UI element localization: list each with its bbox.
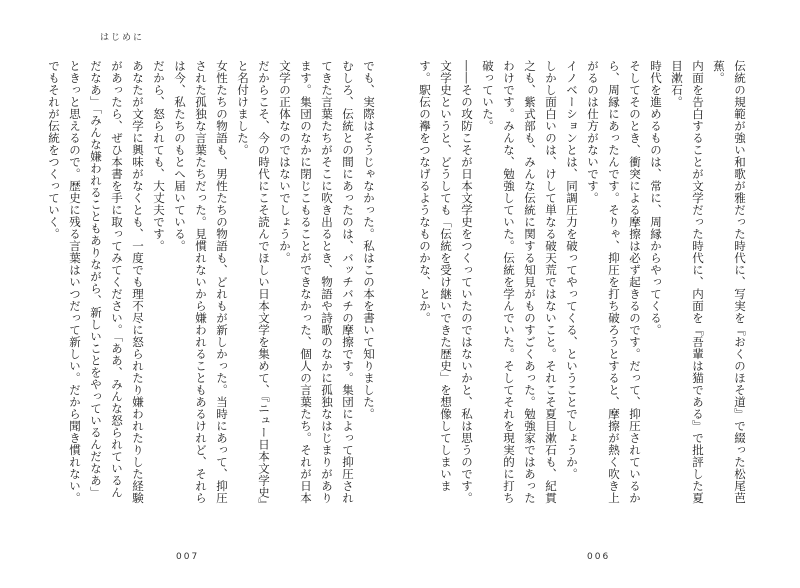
paragraph: イノベーションとは、同調圧力を破ってやってくる、ということでしょうか。 [565, 60, 579, 480]
paragraph: だから、怒られても、大丈夫です。 [152, 60, 166, 252]
chapter-header: はじめに [100, 33, 145, 43]
paragraph: 女性たちの物語も、男性たちの物語も、どれもが新しかった。当時にあって、抑圧された孤独な言葉たちだった。見慣れないから嫌われることもあるけれど、それらは今、私たちのもとへ届いている。 [173, 60, 229, 504]
paragraph: だからこそ、今の時代にこそ読んでほしい日本文学を集めて、『ニュー日本文学史』と名付けました。 [236, 60, 271, 505]
page-right [418, 60, 750, 510]
paragraph: 時代を進めるものは、常に、周縁からやってくる。 [649, 60, 663, 336]
paragraph: むしろ、伝統との間にあったのは、バッチバチの摩擦です。集団によって抑圧されてきた言葉たちがそこに吹き出るとき、物語や詩歌のなかに孤独なはじまりがあります。集団のなかに閉じこもることができなかった、個人の言葉たち。それが日本文学の正体なのではないでしょうか。 [278, 60, 355, 504]
paragraph: ――その攻防こそが日本文学史をつくっていたのではないかと、私は思うのです。 [460, 60, 474, 504]
paragraph: しかし面白いのは、けして単なる破天荒ではないこと。それこそ夏目漱石も、紀貫之も、紫式部も、みんな伝統に関する知見がものすごくあった。勉強家ではあったわけです。みんな、勉強していた。伝統を学んでいた。そしてそれを現実的に打ち破っていた。 [481, 60, 558, 504]
page-number-left: 007 [176, 552, 200, 562]
paragraph: 内面を告白することが文学だった時代に、内面を『吾輩は猫である』で批評した夏目漱石。 [670, 60, 705, 504]
paragraph: 伝統の規範が強い和歌が雅だった時代に、写実を『おくのほそ道』で綴った松尾芭蕉。 [712, 60, 747, 504]
page-number-right: 006 [587, 552, 611, 562]
paragraph: 文学史というと、どうしても「伝統を受け継いできた歴史」を想像してしまいます。駅伝の襷をつなげるようなものかな、とか。 [418, 60, 453, 492]
paragraph: そしてそのとき、衝突による摩擦は必ず起きるのです。だって、抑圧されているから、周縁にあったんです。そりゃ、抑圧を打ち破ろうとすると、摩擦が熱く吹き上がるのは仕方がないです。 [586, 60, 642, 504]
page-left [47, 60, 379, 510]
paragraph: でも、実際はそうじゃなかった。私はこの本を書いて知りました。 [362, 60, 376, 420]
paragraph: あなたが文学に興味がなくとも、一度でも理不尽に怒られたり嫌われたりした経験があったら、ぜひ本書を手に取ってみてください。「ああ、みんな怒られているんだなあ」「みんな嫌われることもありながら、新しいことをやっているんだなあ」ときっと思えるので。歴史に残る言葉はいつだって新しい。だから聞き慣れない。でもそれが伝統をつくっていく。 [47, 60, 145, 504]
